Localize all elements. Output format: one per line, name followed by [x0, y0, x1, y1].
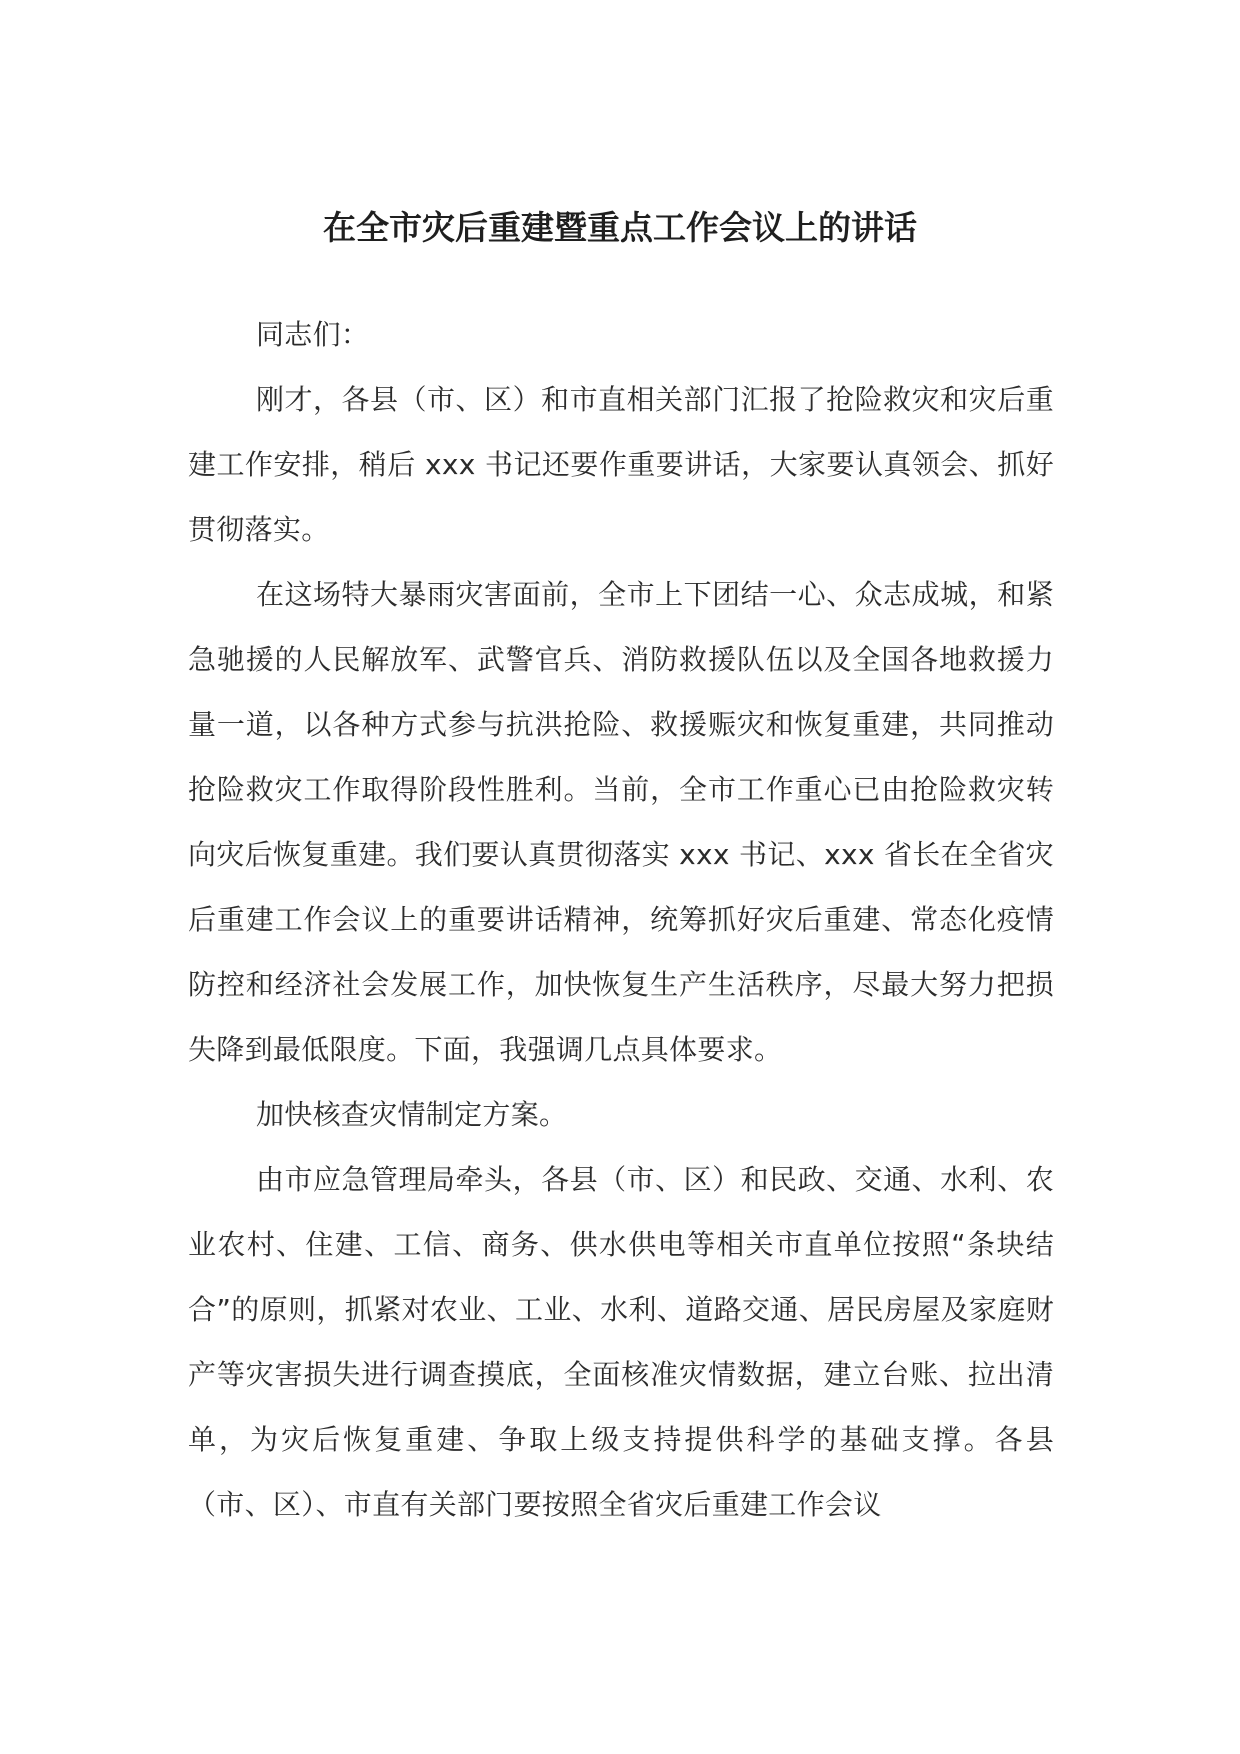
salutation: 同志们： — [256, 318, 370, 351]
document-body — [188, 302, 1054, 1537]
document-title: 在全市灾后重建暨重点工作会议上的讲话 — [323, 208, 917, 247]
body-paragraph: 由市应急管理局牵头，各县（市、区）和民政、交通、水利、农业农村、住建、工信、商务、供水供电等相关市直单位按照“条块结合”的原则，抓紧对农业、工业、水利、道路交通、居民房屋及家庭财产等灾害损失进行调查摸底，全面核准灾情数据，建立台账、拉出清单，为灾后恢复重建、争取上级支持提供科学的基础支撑。各县（市、区）、市直有关部门要按照全省灾后重建工作会议 — [188, 1163, 1054, 1521]
body-paragraph: 刚才，各县（市、区）和市直相关部门汇报了抢险救灾和灾后重建工作安排，稍后 xxx 书记还要作重要讲话，大家要认真领会、抓好贯彻落实。 — [188, 383, 1054, 546]
body-paragraph: 在这场特大暴雨灾害面前，全市上下团结一心、众志成城，和紧急驰援的人民解放军、武警官兵、消防救援队伍以及全国各地救援力量一道，以各种方式参与抗洪抢险、救援赈灾和恢复重建，共同推动抢险救灾工作取得阶段性胜利。当前，全市工作重心已由抢险救灾转向灾后恢复重建。我们要认真贯彻落实 xxx 书记、xxx 省长在全省灾后重建工作会议上的重要讲话精神，统筹抓好灾后重建、常态化疫情防控和经济社会发展工作，加快恢复生产生活秩序，尽最大努力把损失降到最低限度。下面，我强调几点具体要求。 — [188, 578, 1054, 1066]
section-heading: 加快核查灾情制定方案。 — [256, 1098, 568, 1131]
